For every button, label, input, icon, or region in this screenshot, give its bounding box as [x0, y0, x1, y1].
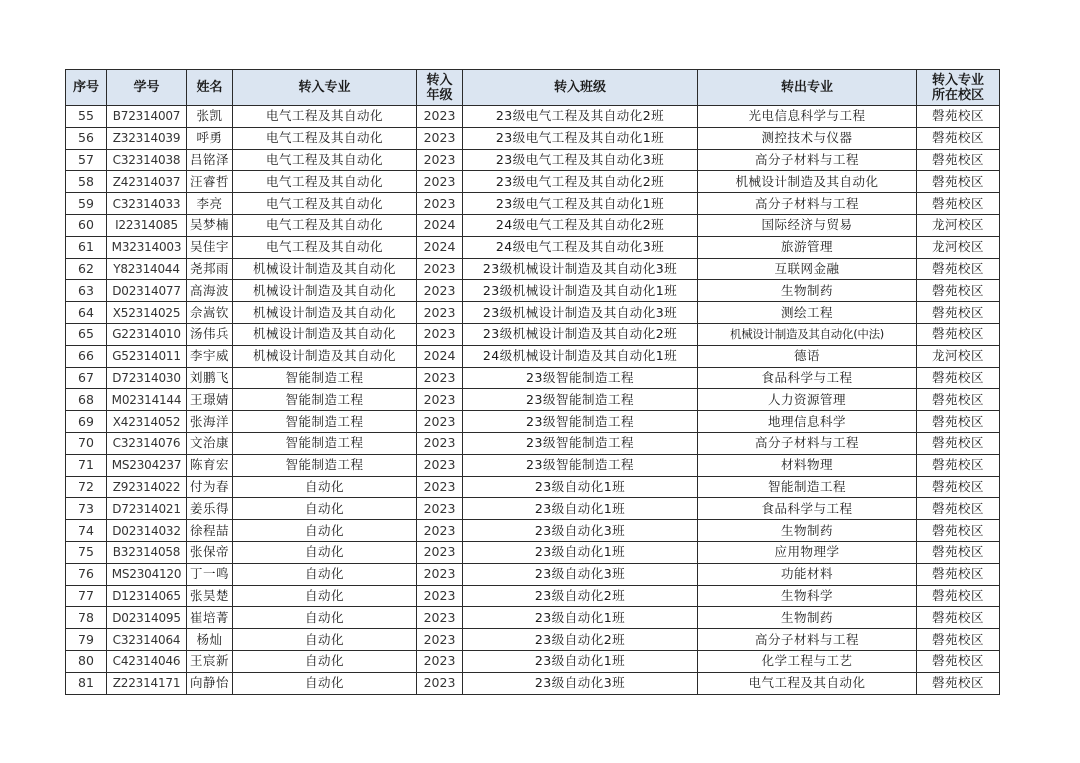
header-student-id: 学号 — [107, 70, 187, 106]
cell-name: 杨灿 — [187, 629, 233, 651]
table-row — [66, 106, 1000, 128]
table-row — [66, 541, 1000, 563]
cell-transfer-in-class: 23级自动化3班 — [463, 520, 698, 542]
cell-serial-number: 71 — [66, 454, 107, 476]
cell-transfer-in-grade: 2023 — [417, 106, 463, 128]
cell-name: 吴梦楠 — [187, 214, 233, 236]
cell-transfer-in-grade: 2023 — [417, 193, 463, 215]
cell-transfer-in-major: 电气工程及其自动化 — [233, 236, 417, 258]
header-transfer-in-major: 转入专业 — [233, 70, 417, 106]
cell-name: 汪睿哲 — [187, 171, 233, 193]
cell-transfer-in-major: 电气工程及其自动化 — [233, 127, 417, 149]
cell-serial-number: 79 — [66, 629, 107, 651]
cell-transfer-in-class: 23级智能制造工程 — [463, 411, 698, 433]
cell-name: 姜乐得 — [187, 498, 233, 520]
cell-transfer-in-class: 23级自动化3班 — [463, 563, 698, 585]
cell-student-id: D72314030 — [107, 367, 187, 389]
cell-transfer-in-major: 智能制造工程 — [233, 411, 417, 433]
cell-name: 尧邦雨 — [187, 258, 233, 280]
cell-transfer-in-major: 机械设计制造及其自动化 — [233, 258, 417, 280]
cell-transfer-in-class: 24级机械设计制造及其自动化1班 — [463, 345, 698, 367]
cell-campus: 磬苑校区 — [917, 650, 1000, 672]
cell-transfer-out-major: 光电信息科学与工程 — [698, 106, 917, 128]
cell-transfer-out-major: 电气工程及其自动化 — [698, 672, 917, 694]
cell-campus: 龙河校区 — [917, 214, 1000, 236]
cell-student-id: C42314046 — [107, 650, 187, 672]
cell-serial-number: 67 — [66, 367, 107, 389]
cell-transfer-out-major: 高分子材料与工程 — [698, 149, 917, 171]
cell-transfer-out-major: 德语 — [698, 345, 917, 367]
cell-name: 呼勇 — [187, 127, 233, 149]
cell-transfer-in-grade: 2023 — [417, 672, 463, 694]
table-row — [66, 454, 1000, 476]
cell-transfer-out-major: 应用物理学 — [698, 541, 917, 563]
cell-name: 丁一鸣 — [187, 563, 233, 585]
cell-transfer-in-major: 自动化 — [233, 563, 417, 585]
cell-serial-number: 55 — [66, 106, 107, 128]
cell-transfer-in-grade: 2023 — [417, 629, 463, 651]
transfer-list-table-wrapper — [65, 69, 999, 695]
cell-transfer-in-grade: 2023 — [417, 302, 463, 324]
cell-serial-number: 66 — [66, 345, 107, 367]
cell-serial-number: 57 — [66, 149, 107, 171]
cell-transfer-in-major: 机械设计制造及其自动化 — [233, 302, 417, 324]
cell-transfer-in-grade: 2023 — [417, 476, 463, 498]
cell-name: 陈育宏 — [187, 454, 233, 476]
cell-transfer-in-major: 自动化 — [233, 672, 417, 694]
cell-transfer-in-major: 机械设计制造及其自动化 — [233, 345, 417, 367]
cell-student-id: MS2304237 — [107, 454, 187, 476]
cell-student-id: G22314010 — [107, 323, 187, 345]
header-transfer-out-major: 转出专业 — [698, 70, 917, 106]
cell-serial-number: 59 — [66, 193, 107, 215]
cell-transfer-in-class: 23级机械设计制造及其自动化3班 — [463, 302, 698, 324]
cell-campus: 磬苑校区 — [917, 302, 1000, 324]
cell-transfer-out-major: 人力资源管理 — [698, 389, 917, 411]
cell-transfer-in-class: 23级智能制造工程 — [463, 389, 698, 411]
cell-transfer-in-class: 23级机械设计制造及其自动化1班 — [463, 280, 698, 302]
table-row — [66, 672, 1000, 694]
cell-transfer-in-grade: 2023 — [417, 127, 463, 149]
cell-transfer-in-major: 电气工程及其自动化 — [233, 149, 417, 171]
cell-campus: 磬苑校区 — [917, 498, 1000, 520]
cell-transfer-out-major: 智能制造工程 — [698, 476, 917, 498]
cell-campus: 磬苑校区 — [917, 585, 1000, 607]
cell-campus: 磬苑校区 — [917, 607, 1000, 629]
cell-student-id: M32314003 — [107, 236, 187, 258]
cell-transfer-in-grade: 2023 — [417, 650, 463, 672]
cell-transfer-in-grade: 2023 — [417, 323, 463, 345]
cell-transfer-in-class: 24级电气工程及其自动化3班 — [463, 236, 698, 258]
cell-transfer-out-major: 国际经济与贸易 — [698, 214, 917, 236]
cell-serial-number: 58 — [66, 171, 107, 193]
cell-transfer-in-class: 23级智能制造工程 — [463, 367, 698, 389]
cell-name: 刘鹏飞 — [187, 367, 233, 389]
cell-transfer-in-major: 自动化 — [233, 520, 417, 542]
cell-transfer-out-major: 旅游管理 — [698, 236, 917, 258]
cell-transfer-in-grade: 2023 — [417, 389, 463, 411]
cell-student-id: C32314038 — [107, 149, 187, 171]
cell-transfer-in-grade: 2023 — [417, 520, 463, 542]
cell-transfer-out-major: 化学工程与工艺 — [698, 650, 917, 672]
cell-name: 吴佳宇 — [187, 236, 233, 258]
cell-transfer-in-class: 23级机械设计制造及其自动化2班 — [463, 323, 698, 345]
cell-transfer-in-grade: 2024 — [417, 214, 463, 236]
cell-serial-number: 64 — [66, 302, 107, 324]
cell-student-id: D12314065 — [107, 585, 187, 607]
cell-name: 王璟婧 — [187, 389, 233, 411]
cell-transfer-in-major: 机械设计制造及其自动化 — [233, 280, 417, 302]
cell-student-id: C32314064 — [107, 629, 187, 651]
table-row — [66, 345, 1000, 367]
cell-transfer-in-class: 23级自动化3班 — [463, 672, 698, 694]
cell-transfer-out-major: 生物制药 — [698, 280, 917, 302]
cell-campus: 磬苑校区 — [917, 672, 1000, 694]
cell-transfer-in-class: 23级智能制造工程 — [463, 432, 698, 454]
cell-name: 张昊楚 — [187, 585, 233, 607]
cell-transfer-in-class: 23级机械设计制造及其自动化3班 — [463, 258, 698, 280]
cell-transfer-in-major: 自动化 — [233, 650, 417, 672]
table-row — [66, 236, 1000, 258]
cell-campus: 磬苑校区 — [917, 323, 1000, 345]
cell-transfer-in-grade: 2023 — [417, 454, 463, 476]
table-row — [66, 629, 1000, 651]
header-campus-line-2: 所在校区 — [931, 87, 984, 103]
table-row — [66, 411, 1000, 433]
header-campus — [917, 70, 1000, 106]
table-row — [66, 585, 1000, 607]
cell-name: 佘嵩钦 — [187, 302, 233, 324]
cell-student-id: X52314025 — [107, 302, 187, 324]
cell-transfer-out-major: 生物科学 — [698, 585, 917, 607]
cell-transfer-in-grade: 2023 — [417, 258, 463, 280]
cell-transfer-in-grade: 2023 — [417, 171, 463, 193]
cell-student-id: B32314058 — [107, 541, 187, 563]
cell-student-id: Y82314044 — [107, 258, 187, 280]
cell-campus: 磬苑校区 — [917, 367, 1000, 389]
cell-name: 张凯 — [187, 106, 233, 128]
cell-campus: 磬苑校区 — [917, 476, 1000, 498]
cell-campus: 磬苑校区 — [917, 629, 1000, 651]
cell-transfer-in-major: 电气工程及其自动化 — [233, 214, 417, 236]
cell-transfer-in-grade: 2023 — [417, 149, 463, 171]
table-row — [66, 389, 1000, 411]
cell-name: 文治康 — [187, 432, 233, 454]
cell-serial-number: 63 — [66, 280, 107, 302]
cell-transfer-out-major: 生物制药 — [698, 607, 917, 629]
cell-name: 吕铭泽 — [187, 149, 233, 171]
cell-transfer-in-major: 自动化 — [233, 498, 417, 520]
cell-campus: 磬苑校区 — [917, 541, 1000, 563]
table-row — [66, 149, 1000, 171]
cell-transfer-in-class: 23级电气工程及其自动化2班 — [463, 171, 698, 193]
cell-student-id: MS2304120 — [107, 563, 187, 585]
cell-campus: 磬苑校区 — [917, 258, 1000, 280]
cell-name: 李亮 — [187, 193, 233, 215]
cell-transfer-in-grade: 2024 — [417, 236, 463, 258]
cell-serial-number: 74 — [66, 520, 107, 542]
cell-name: 徐程喆 — [187, 520, 233, 542]
cell-serial-number: 77 — [66, 585, 107, 607]
cell-student-id: D02314032 — [107, 520, 187, 542]
cell-serial-number: 68 — [66, 389, 107, 411]
cell-name: 崔培菁 — [187, 607, 233, 629]
cell-serial-number: 73 — [66, 498, 107, 520]
cell-serial-number: 81 — [66, 672, 107, 694]
cell-campus: 磬苑校区 — [917, 520, 1000, 542]
cell-serial-number: 70 — [66, 432, 107, 454]
cell-name: 张保帝 — [187, 541, 233, 563]
table-row — [66, 498, 1000, 520]
cell-transfer-in-major: 机械设计制造及其自动化 — [233, 323, 417, 345]
cell-campus: 磬苑校区 — [917, 411, 1000, 433]
cell-student-id: C32314033 — [107, 193, 187, 215]
cell-student-id: G52314011 — [107, 345, 187, 367]
cell-serial-number: 60 — [66, 214, 107, 236]
cell-serial-number: 62 — [66, 258, 107, 280]
table-header — [66, 70, 1000, 106]
cell-transfer-in-class: 23级自动化2班 — [463, 629, 698, 651]
cell-transfer-in-class: 23级自动化1班 — [463, 498, 698, 520]
cell-transfer-out-major: 食品科学与工程 — [698, 367, 917, 389]
table-row — [66, 520, 1000, 542]
cell-transfer-out-major: 食品科学与工程 — [698, 498, 917, 520]
cell-student-id: B72314007 — [107, 106, 187, 128]
cell-name: 付为春 — [187, 476, 233, 498]
cell-campus: 磬苑校区 — [917, 193, 1000, 215]
table-row — [66, 650, 1000, 672]
cell-transfer-out-major: 地理信息科学 — [698, 411, 917, 433]
table-row — [66, 367, 1000, 389]
cell-campus: 磬苑校区 — [917, 432, 1000, 454]
cell-student-id: D02314095 — [107, 607, 187, 629]
cell-transfer-out-major: 高分子材料与工程 — [698, 432, 917, 454]
cell-student-id: Z32314039 — [107, 127, 187, 149]
table-row — [66, 214, 1000, 236]
cell-campus: 龙河校区 — [917, 345, 1000, 367]
cell-serial-number: 78 — [66, 607, 107, 629]
table-row — [66, 323, 1000, 345]
cell-transfer-out-major: 机械设计制造及其自动化(中法) — [698, 323, 917, 345]
cell-student-id: C32314076 — [107, 432, 187, 454]
cell-transfer-in-grade: 2023 — [417, 432, 463, 454]
cell-campus: 龙河校区 — [917, 236, 1000, 258]
cell-serial-number: 72 — [66, 476, 107, 498]
cell-transfer-in-class: 23级自动化1班 — [463, 650, 698, 672]
cell-student-id: I22314085 — [107, 214, 187, 236]
cell-transfer-in-grade: 2023 — [417, 411, 463, 433]
cell-transfer-in-major: 自动化 — [233, 629, 417, 651]
cell-name: 张海洋 — [187, 411, 233, 433]
cell-transfer-in-class: 23级电气工程及其自动化2班 — [463, 106, 698, 128]
cell-campus: 磬苑校区 — [917, 563, 1000, 585]
cell-campus: 磬苑校区 — [917, 127, 1000, 149]
cell-transfer-out-major: 机械设计制造及其自动化 — [698, 171, 917, 193]
cell-transfer-in-major: 智能制造工程 — [233, 367, 417, 389]
header-serial-number: 序号 — [66, 70, 107, 106]
table-row — [66, 171, 1000, 193]
header-transfer-in-grade — [417, 70, 463, 106]
header-row — [66, 70, 1000, 106]
cell-campus: 磬苑校区 — [917, 149, 1000, 171]
cell-transfer-in-major: 自动化 — [233, 476, 417, 498]
cell-transfer-in-major: 自动化 — [233, 541, 417, 563]
cell-serial-number: 75 — [66, 541, 107, 563]
header-grade-line-2: 年级 — [426, 87, 453, 103]
cell-transfer-in-grade: 2024 — [417, 345, 463, 367]
table-row — [66, 607, 1000, 629]
cell-transfer-in-major: 电气工程及其自动化 — [233, 193, 417, 215]
cell-transfer-out-major: 高分子材料与工程 — [698, 629, 917, 651]
cell-transfer-in-grade: 2023 — [417, 498, 463, 520]
transfer-list-table — [65, 69, 1000, 695]
cell-student-id: M02314144 — [107, 389, 187, 411]
cell-transfer-out-major: 功能材料 — [698, 563, 917, 585]
cell-transfer-in-major: 自动化 — [233, 585, 417, 607]
cell-transfer-in-class: 23级电气工程及其自动化3班 — [463, 149, 698, 171]
cell-student-id: D02314077 — [107, 280, 187, 302]
cell-transfer-in-grade: 2023 — [417, 367, 463, 389]
cell-transfer-in-major: 电气工程及其自动化 — [233, 106, 417, 128]
cell-transfer-in-major: 智能制造工程 — [233, 454, 417, 476]
cell-student-id: Z42314037 — [107, 171, 187, 193]
header-campus-line-1: 转入专业 — [931, 72, 984, 88]
cell-transfer-in-grade: 2023 — [417, 607, 463, 629]
cell-serial-number: 69 — [66, 411, 107, 433]
table-row — [66, 193, 1000, 215]
cell-transfer-in-class: 23级智能制造工程 — [463, 454, 698, 476]
cell-serial-number: 76 — [66, 563, 107, 585]
cell-serial-number: 61 — [66, 236, 107, 258]
cell-serial-number: 56 — [66, 127, 107, 149]
cell-name: 向静怡 — [187, 672, 233, 694]
cell-name: 王宸新 — [187, 650, 233, 672]
table-row — [66, 127, 1000, 149]
cell-transfer-in-grade: 2023 — [417, 585, 463, 607]
table-row — [66, 258, 1000, 280]
cell-transfer-out-major: 材料物理 — [698, 454, 917, 476]
cell-transfer-out-major: 高分子材料与工程 — [698, 193, 917, 215]
cell-transfer-out-major: 测控技术与仪器 — [698, 127, 917, 149]
table-row — [66, 432, 1000, 454]
header-transfer-in-class: 转入班级 — [463, 70, 698, 106]
cell-transfer-in-major: 智能制造工程 — [233, 389, 417, 411]
table-row — [66, 280, 1000, 302]
table-body — [66, 106, 1000, 695]
cell-student-id: Z92314022 — [107, 476, 187, 498]
cell-transfer-in-class: 23级自动化1班 — [463, 476, 698, 498]
cell-student-id: D72314021 — [107, 498, 187, 520]
cell-transfer-in-major: 智能制造工程 — [233, 432, 417, 454]
cell-serial-number: 80 — [66, 650, 107, 672]
cell-campus: 磬苑校区 — [917, 106, 1000, 128]
cell-name: 汤伟兵 — [187, 323, 233, 345]
cell-campus: 磬苑校区 — [917, 389, 1000, 411]
cell-transfer-out-major: 测绘工程 — [698, 302, 917, 324]
cell-campus: 磬苑校区 — [917, 280, 1000, 302]
cell-transfer-in-grade: 2023 — [417, 541, 463, 563]
cell-transfer-in-class: 23级自动化2班 — [463, 585, 698, 607]
table-row — [66, 302, 1000, 324]
table-row — [66, 563, 1000, 585]
cell-transfer-out-major: 生物制药 — [698, 520, 917, 542]
cell-transfer-in-class: 23级电气工程及其自动化1班 — [463, 193, 698, 215]
header-name: 姓名 — [187, 70, 233, 106]
header-grade-line-1: 转入 — [426, 72, 453, 88]
cell-transfer-in-grade: 2023 — [417, 280, 463, 302]
cell-student-id: X42314052 — [107, 411, 187, 433]
cell-transfer-in-grade: 2023 — [417, 563, 463, 585]
cell-transfer-in-major: 自动化 — [233, 607, 417, 629]
cell-name: 李宇威 — [187, 345, 233, 367]
cell-campus: 磬苑校区 — [917, 171, 1000, 193]
cell-transfer-in-class: 23级自动化1班 — [463, 607, 698, 629]
table-row — [66, 476, 1000, 498]
cell-transfer-in-major: 电气工程及其自动化 — [233, 171, 417, 193]
cell-transfer-in-class: 23级电气工程及其自动化1班 — [463, 127, 698, 149]
cell-transfer-in-class: 23级自动化1班 — [463, 541, 698, 563]
cell-name: 高海波 — [187, 280, 233, 302]
cell-serial-number: 65 — [66, 323, 107, 345]
cell-campus: 磬苑校区 — [917, 454, 1000, 476]
cell-transfer-in-class: 24级电气工程及其自动化2班 — [463, 214, 698, 236]
cell-transfer-out-major: 互联网金融 — [698, 258, 917, 280]
cell-student-id: Z22314171 — [107, 672, 187, 694]
